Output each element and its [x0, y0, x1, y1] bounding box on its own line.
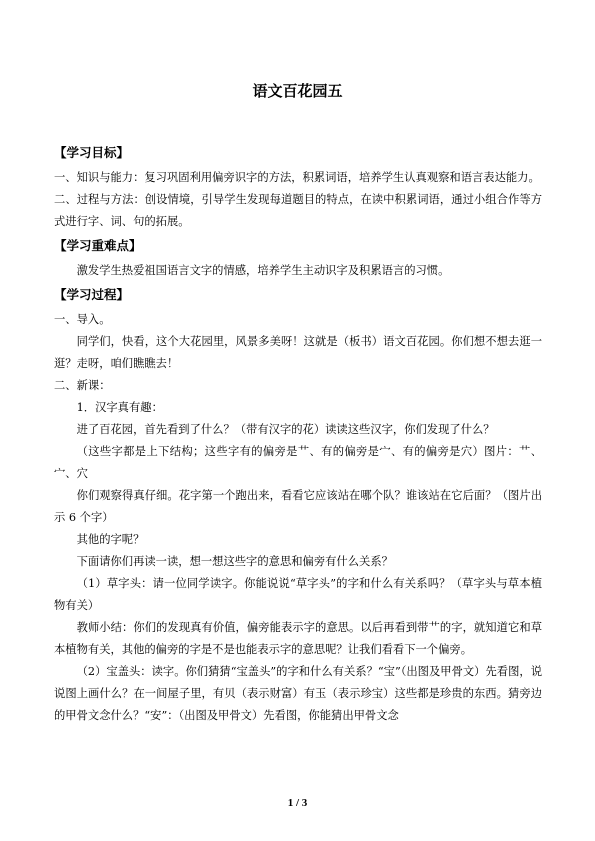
- paragraph-item-1-label: 1．汉字真有趣：: [76, 401, 163, 414]
- paragraph-key-points: 激发学生热爱祖国语言文字的情感，培养学生主动识字及积累语言的习惯。: [76, 264, 450, 277]
- paragraph-5: 下面请你们再读一读，想一想这些字的意思和偏旁有什么关系？: [76, 555, 393, 568]
- paragraph-new-label: 二、新课：: [54, 379, 111, 392]
- paragraph-intro-text: 同学们，快看，这个大花园里，风景多美呀！这就是（板书）语文百花园。你们想不想去逛一逛？走呀，咱们瞧瞧去！: [54, 335, 542, 370]
- section-heading-process: 【学习过程】: [54, 287, 130, 302]
- paragraph-6: （1）草字头：请一位同学读字。你能说说“草字头”的字和什么有关系吗？（草字头与草本植物有关）: [54, 577, 542, 612]
- paragraph-goal-2: 二、过程与方法：创设情境，引导学生发现每道题目的特点，在读中积累词语，通过小组合作等方式进行字、词、句的拓展。: [54, 193, 542, 228]
- section-heading-key-points: 【学习重难点】: [54, 238, 142, 253]
- paragraph-8: （2）宝盖头：读字。你们猜猜“宝盖头”的字和什么有关系？“宝”（出图及甲骨文）先看图，说说图上画什么？在一间屋子里，有贝（表示财富）有玉（表示珍宝）这些都是珍贵的东西。猜旁边的甲骨文念什么？“安”：（出图及甲骨文）先看图，你能猜出甲骨文念: [54, 665, 542, 722]
- paragraph-2: （这些字都是上下结构；这些字有的偏旁是艹、有的偏旁是宀、有的偏旁是穴）图片：艹、宀、穴: [54, 445, 542, 480]
- document-body: [54, 140, 542, 727]
- paragraph-7: 教师小结：你们的发现真有价值，偏旁能表示字的意思。以后再看到带艹的字，就知道它和草本植物有关，其他的偏旁的字是不是也能表示字的意思呢？让我们看看下一个偏旁。: [54, 621, 542, 656]
- paragraph-intro-label: 一、导入。: [54, 313, 111, 326]
- page-number: 1 / 3: [287, 797, 308, 809]
- paragraph-4: 其他的字呢？: [76, 533, 145, 546]
- paragraph-1: 进了百花园，首先看到了什么？（带有汉字的花）读读这些汉字，你们发现了什么？: [76, 423, 495, 436]
- page-title: 语文百花园五: [252, 82, 343, 100]
- section-heading-goals: 【学习目标】: [54, 145, 130, 160]
- paragraph-3: 你们观察得真仔细。花字第一个跑出来，看看它应该站在哪个队？谁该站在它后面？（图片出示 6 个字）: [54, 489, 542, 524]
- paragraph-goal-1: 一、知识与能力：复习巩固利用偏旁识字的方法，积累词语，培养学生认真观察和语言表达能力。: [54, 171, 540, 184]
